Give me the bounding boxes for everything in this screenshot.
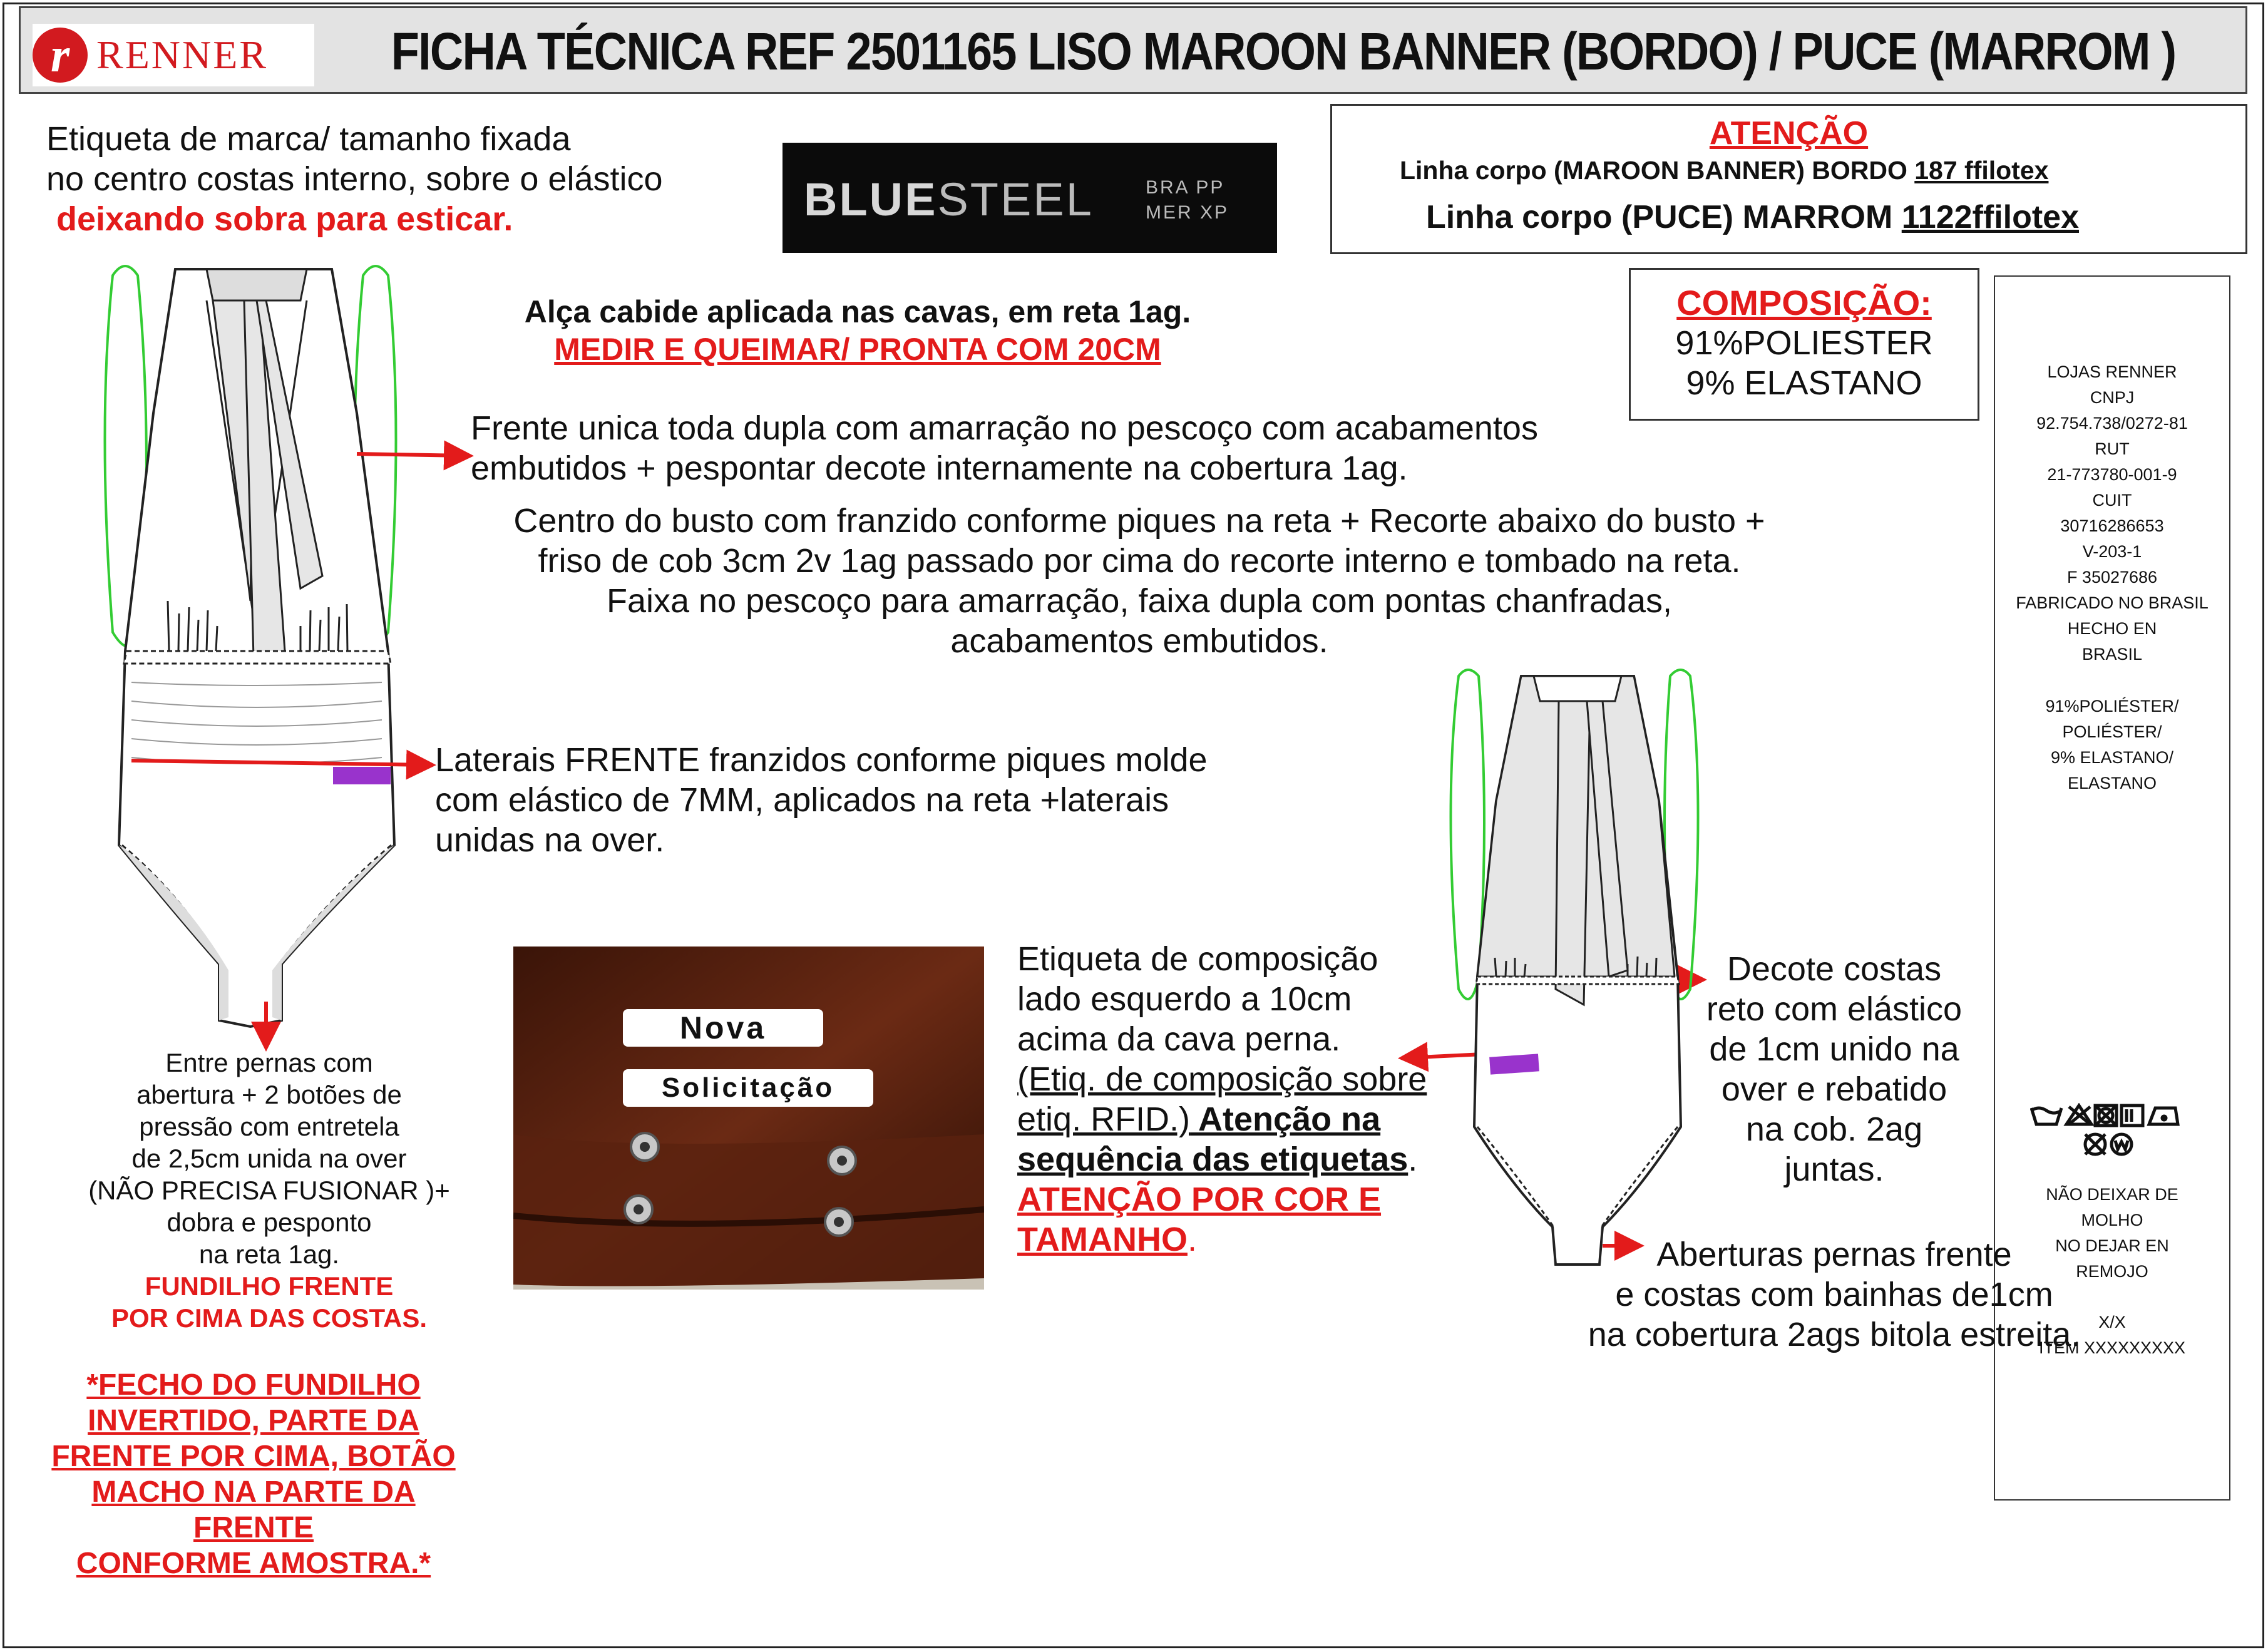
photo-tag-solicitacao: Solicitação (623, 1069, 873, 1107)
comp-label-bold: Atenção na (1190, 1100, 1381, 1138)
closure-note-line: MACHO NA PARTE DA (91, 1475, 416, 1509)
care-line: CNPJ (2090, 388, 2135, 407)
care-instr-line: NO DEJAR EN (2055, 1236, 2169, 1255)
crotch-note-line: Entre pernas com (165, 1048, 373, 1077)
composition-line: 91%POLIESTER (1675, 324, 1933, 362)
crotch-note-line: de 2,5cm unida na over (131, 1144, 407, 1173)
care-comp-line: POLIÉSTER/ (2062, 722, 2162, 741)
closure-note-line: *FECHO DO FUNDILHO (86, 1368, 421, 1402)
comp-label-underlined: (Etiq. de composição sobre (1017, 1060, 1427, 1098)
leg-opening-line: na cobertura 2ags bitola estreita. (1588, 1316, 2081, 1353)
care-line: CUIT (2092, 491, 2132, 510)
care-instr-line: MOLHO (2081, 1211, 2143, 1229)
brand-name-bold: BLUE (804, 173, 938, 225)
closure-note (25, 1367, 482, 1581)
attention-line1-text: Linha corpo (MAROON BANNER) BORDO (1400, 156, 1915, 185)
care-line: HECHO EN (2067, 619, 2157, 638)
back-neck-line: reto com elástico (1706, 990, 1963, 1028)
back-neck-line: de 1cm unido na (1709, 1030, 1959, 1068)
care-line: 21-773780-001-9 (2047, 465, 2177, 484)
back-neck-line: Decote costas (1727, 950, 1942, 988)
front-note-line: embutidos + pespontar decote internamente na cobertura 1ag. (471, 449, 1408, 487)
brand-note-line: Etiqueta de marca/ tamanho fixada (46, 120, 571, 158)
comp-label-line: acima da cava perna. (1017, 1020, 1341, 1058)
label-size-line: BRA PP (1146, 177, 1225, 198)
comp-label-dot: . (1187, 1221, 1197, 1258)
care-line: 30716286653 (2060, 516, 2164, 535)
care-line: FABRICADO NO BRASIL (2016, 593, 2209, 612)
sides-note-line: com elástico de 7MM, aplicados na reta +laterais (435, 781, 1169, 819)
label-size-line: MER XP (1146, 202, 1229, 223)
leg-opening-note (1559, 1234, 2110, 1355)
care-comp-line: ELASTANO (2067, 774, 2157, 793)
crotch-note-red: FUNDILHO FRENTE (145, 1271, 394, 1301)
crotch-note-line: abertura + 2 botões de (136, 1080, 402, 1109)
front-note-line: Frente unica toda dupla com amarração no pescoço com acabamentos (471, 409, 1538, 447)
strap-note-line: Alça cabide aplicada nas cavas, em reta 1ag. (524, 294, 1191, 329)
care-line: RUT (2095, 439, 2130, 458)
closure-note-line: CONFORME AMOSTRA.* (76, 1547, 431, 1580)
back-neck-line: juntas. (1784, 1151, 1884, 1188)
composition-title: COMPOSIÇÃO: (1676, 283, 1932, 322)
crotch-note-line: na reta 1ag. (198, 1239, 340, 1269)
comp-label-bold: sequência das etiquetas (1017, 1141, 1409, 1178)
crotch-note-line: pressão com entretela (139, 1112, 399, 1141)
crotch-note-line: (NÃO PRECISA FUSIONAR )+ (88, 1176, 450, 1205)
photo-tag-nova: Nova (623, 1009, 823, 1047)
care-size: X/X (2098, 1313, 2126, 1331)
care-line: F 35027686 (2066, 568, 2158, 587)
comp-label-line: lado esquerdo a 10cm (1017, 980, 1352, 1018)
back-neck-line: over e rebatido (1721, 1070, 1947, 1108)
care-comp-line: 9% ELASTANO/ (2050, 748, 2174, 767)
attention-line2-code: 1122ffilotex (1901, 199, 2080, 235)
sides-note-line: Laterais FRENTE franzidos conforme piques molde (435, 741, 1208, 779)
leg-opening-line: Aberturas pernas frente (1656, 1236, 2012, 1273)
snap-closure-photo (513, 947, 984, 1290)
bust-note-line: Faixa no pescoço para amarração, faixa dupla com pontas chanfradas, (607, 582, 1672, 620)
renner-r-icon: r (33, 28, 88, 83)
leg-opening-line: e costas com bainhas de1cm (1615, 1276, 2053, 1313)
front-note-arrow (357, 454, 466, 456)
care-item: ITEM XXXXXXXXX (2038, 1338, 2186, 1357)
sides-note-arrow (131, 761, 429, 765)
care-line: 92.754.738/0272-81 (2036, 414, 2188, 433)
crotch-note-red: POR CIMA DAS COSTAS. (111, 1303, 428, 1333)
closure-note-line: FRENTE (193, 1511, 314, 1544)
logo-text: RENNER (96, 33, 268, 77)
comp-label-note (1017, 939, 1468, 1260)
composition-line: 9% ELASTANO (1686, 364, 1922, 402)
brand-note-red: deixando sobra para esticar. (56, 200, 513, 238)
care-comp-line: 91%POLIÉSTER/ (2045, 697, 2179, 716)
brand-note-line: no centro costas interno, sobre o elástico (46, 160, 663, 198)
brand-name-light: STEEL (937, 173, 1094, 225)
sides-note-line: unidas na over. (435, 821, 665, 859)
crotch-note-line: dobra e pesponto (167, 1208, 372, 1237)
comp-label-red: ATENÇÃO POR COR E (1017, 1181, 1382, 1218)
attention-line1-code: 187 ffilotex (1914, 156, 2049, 185)
comp-label-dot: . (1408, 1141, 1418, 1178)
composition-label-marker (1489, 1054, 1539, 1074)
back-neck-note (1684, 949, 1984, 1189)
comp-label-line: Etiqueta de composição (1017, 940, 1378, 978)
bust-note-line: Centro do busto com franzido conforme piques na reta + Recorte abaixo do busto + (513, 502, 1765, 540)
care-line: LOJAS RENNER (2047, 362, 2177, 381)
closure-note-line: INVERTIDO, PARTE DA (88, 1404, 419, 1437)
attention-line2-text: Linha corpo (PUCE) MARROM (1426, 199, 1902, 235)
care-instr-line: NÃO DEIXAR DE (2046, 1185, 2178, 1204)
care-instr-line: REMOJO (2076, 1262, 2148, 1281)
comp-label-red: TAMANHO (1017, 1221, 1188, 1258)
closure-note-line: FRENTE POR CIMA, BOTÃO (51, 1440, 456, 1473)
page-title: FICHA TÉCNICA REF 2501165 LISO MAROON BANNER (BORDO) / PUCE (MARROM ) (391, 21, 2176, 81)
back-garment-sketch (1440, 664, 1715, 1277)
care-line: V-203-1 (2082, 542, 2142, 561)
crotch-note (50, 1047, 488, 1334)
strap-note-red: MEDIR E QUEIMAR/ PRONTA COM 20CM (554, 332, 1161, 367)
attention-title: ATENÇÃO (1709, 115, 1869, 151)
comp-label-underlined: etiq. RFID.) (1017, 1100, 1191, 1138)
back-neck-tie (1556, 701, 1590, 1005)
bust-note-line: acabamentos embutidos. (950, 622, 1328, 660)
bust-note-line: friso de cob 3cm 2v 1ag passado por cima do recorte interno e tombado na reta. (538, 542, 1741, 580)
care-line: BRASIL (2081, 645, 2143, 664)
back-neck-line: na cob. 2ag (1745, 1111, 1923, 1148)
